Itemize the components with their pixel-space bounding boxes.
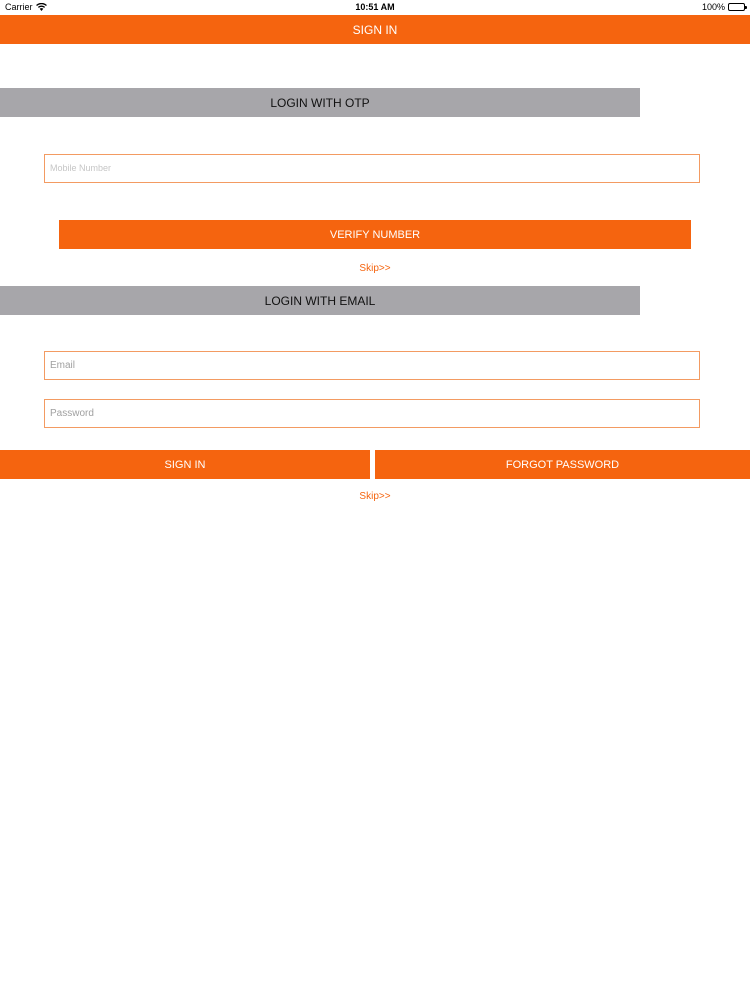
skip-link-otp[interactable]: Skip>>: [359, 263, 391, 274]
status-bar: [0, 0, 750, 14]
status-time: 10:51 AM: [355, 2, 395, 12]
forgot-password-button[interactable]: FORGOT PASSWORD: [375, 450, 750, 479]
email-section-title: LOGIN WITH EMAIL: [264, 293, 376, 308]
otp-section-title: LOGIN WITH OTP: [270, 95, 370, 110]
sign-in-button[interactable]: SIGN IN: [0, 450, 370, 479]
skip-link-email[interactable]: Skip>>: [359, 491, 391, 502]
nav-title: SIGN IN: [352, 22, 398, 37]
carrier-label: Carrier: [5, 2, 33, 12]
otp-section-header: [0, 88, 640, 117]
email-input[interactable]: [44, 351, 700, 380]
mobile-number-input[interactable]: [44, 154, 700, 183]
email-section-header: [0, 286, 640, 315]
battery-percentage: 100%: [701, 2, 725, 12]
verify-number-button[interactable]: VERIFY NUMBER: [59, 220, 691, 249]
battery-icon: [728, 3, 745, 11]
nav-bar: [0, 15, 750, 44]
battery-indicator: [702, 2, 745, 12]
password-input[interactable]: [44, 399, 700, 428]
